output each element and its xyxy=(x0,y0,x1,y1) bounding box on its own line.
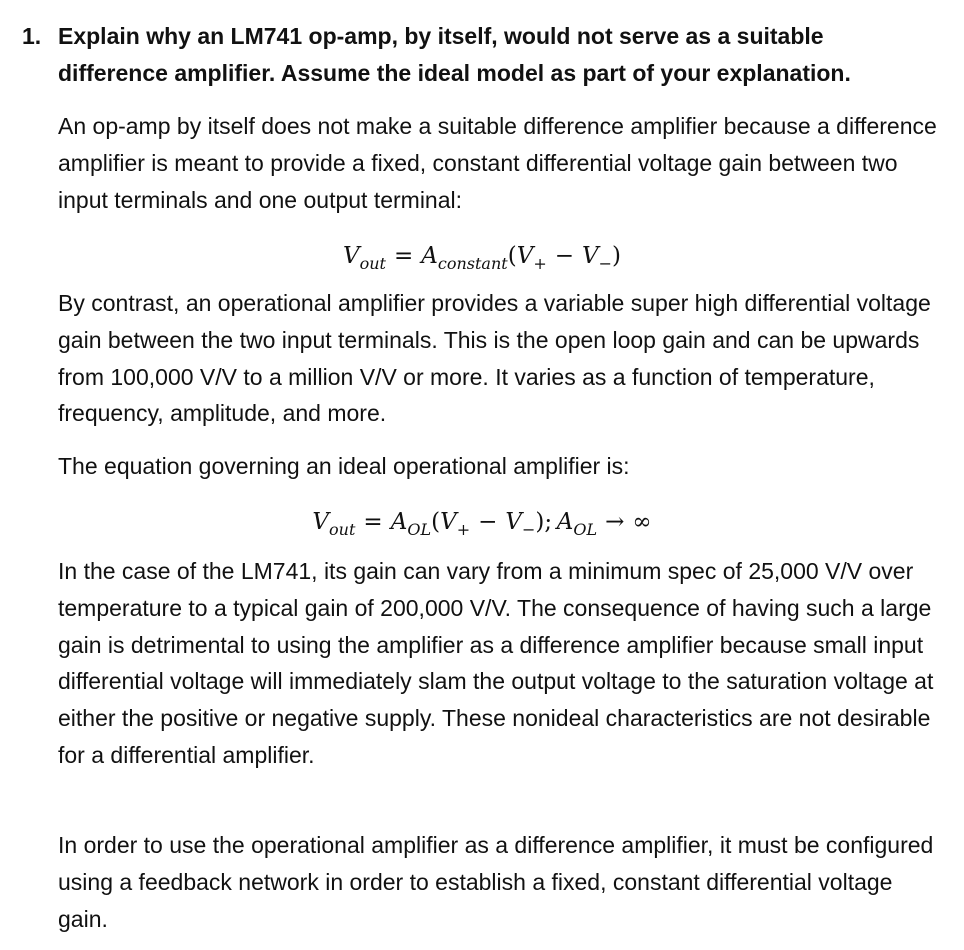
equation-difference-amp xyxy=(0,236,964,276)
eq2-vout-sub: out xyxy=(329,520,356,539)
eq2-gain: A xyxy=(390,509,408,535)
eq1-vplus-sub: + xyxy=(533,254,547,273)
paragraph-feedback: In order to use the operational amplifier as a difference amplifier, it must be configured using a feedback network in order to establish a fixed, constant differential voltage gain. xyxy=(58,832,934,932)
eq1-minus: − xyxy=(554,243,574,269)
eq1-vminus: V xyxy=(582,243,599,269)
eq1-open-paren: ( xyxy=(507,243,517,269)
eq2-vminus-sub: − xyxy=(522,520,536,539)
eq1-gain-sub: constant xyxy=(437,254,508,273)
eq2-vplus-sub: + xyxy=(456,520,471,539)
eq2-gain-sub: OL xyxy=(407,520,432,539)
eq2-vplus: V xyxy=(440,509,457,535)
eq1-gain: A xyxy=(421,243,438,269)
eq2-gain2-sub: OL xyxy=(573,520,598,539)
paragraph-contrast: By contrast, an operational amplifier provides a variable super high differential voltage gain between the two input terminals. This is the open loop gain and can be upwards from 100,000 V/V to a million V/V or more. It varies as a function of temperature, frequency, amplitude, and more. xyxy=(58,290,931,427)
eq2-gain2: A xyxy=(556,509,574,535)
eq2-open-paren: ( xyxy=(431,509,441,535)
eq1-vplus: V xyxy=(516,243,534,269)
question-number: 1. xyxy=(22,23,42,49)
eq2-infinity: ∞ xyxy=(632,509,652,535)
eq2-equals: = xyxy=(363,509,383,535)
eq2-arrow: → xyxy=(605,509,625,535)
equation-ideal-opamp xyxy=(0,502,964,542)
paragraph-lm741: In the case of the LM741, its gain can vary from a minimum spec of 25,000 V/V over temperature to a typical gain of 200,000 V/V. The consequence of having such a large gain is detrimental to using the amplifier as a difference amplifier because small input differential voltage will immediately slam the output voltage to the saturation voltage at either the positive or negative supply. These nonideal characteristics are not desirable for a differential amplifier. xyxy=(58,558,934,768)
eq1-vminus-sub: − xyxy=(598,254,613,273)
eq2-minus: − xyxy=(478,509,498,535)
eq2-vminus: V xyxy=(505,509,522,535)
eq1-vout-sub: out xyxy=(359,254,386,273)
eq1-equals: = xyxy=(393,243,414,269)
eq2-close-paren: ); xyxy=(535,509,553,535)
eq2-vout: V xyxy=(312,509,330,535)
paragraph-intro: An op-amp by itself does not make a suitable difference amplifier because a difference amplifier is meant to provide a fixed, constant differential voltage gain between two input terminals and one output terminal: xyxy=(58,113,937,213)
eq1-vout: V xyxy=(342,243,360,269)
paragraph-ideal-intro: The equation governing an ideal operational amplifier is: xyxy=(58,453,630,479)
question-text: Explain why an LM741 op-amp, by itself, would not serve as a suitable difference amplifier. Assume the ideal model as part of your explanation. xyxy=(58,23,851,86)
eq1-close-paren: ) xyxy=(612,243,622,269)
